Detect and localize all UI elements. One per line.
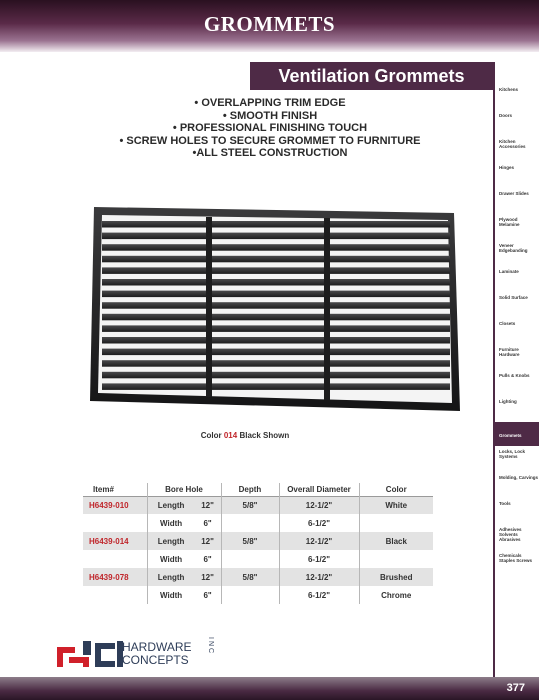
header-color: Color bbox=[359, 483, 433, 496]
sidebar-item-pulls-knobs[interactable]: Pulls & Knobs bbox=[499, 373, 530, 378]
dimension-label: Length bbox=[147, 532, 195, 550]
diameter-value: 6-1/2" bbox=[279, 550, 359, 568]
page-title: GROMMETS bbox=[203, 12, 336, 36]
caption-prefix: Color bbox=[200, 431, 224, 440]
depth-value: 5/8" bbox=[221, 532, 279, 550]
table-row bbox=[83, 568, 433, 586]
louver-slat bbox=[102, 291, 450, 298]
feature-item: •ALL STEEL CONSTRUCTION bbox=[192, 147, 348, 159]
depth-value bbox=[221, 514, 279, 532]
diameter-value: 12-1/2" bbox=[279, 568, 359, 586]
depth-value bbox=[221, 586, 279, 604]
caption-color-code: 014 bbox=[223, 431, 238, 440]
logo-line-concepts: CONCEPTS bbox=[122, 653, 189, 667]
sidebar-item-drawer-slides[interactable]: Drawer Slides bbox=[499, 191, 529, 196]
louver-slat bbox=[102, 314, 450, 321]
feature-item: • PROFESSIONAL FINISHING TOUCH bbox=[172, 122, 368, 134]
sidebar-item-kitchen-accessories[interactable]: Kitchen Accessories bbox=[499, 139, 526, 150]
color-value: Chrome bbox=[359, 586, 433, 604]
color-value bbox=[359, 514, 433, 532]
louver-slat bbox=[102, 267, 450, 274]
bottom-bar bbox=[0, 677, 539, 700]
table-row bbox=[83, 550, 433, 568]
header-overall-diameter: Overall Diameter bbox=[279, 483, 359, 496]
section-header: Ventilation Grommets bbox=[250, 62, 493, 90]
sidebar-item-solid-surface[interactable]: Solid Surface bbox=[499, 295, 528, 300]
depth-value: 5/8" bbox=[221, 496, 279, 514]
dimension-label: Width bbox=[147, 550, 195, 568]
table-row bbox=[83, 496, 433, 514]
ventilation-grommet-image bbox=[88, 205, 460, 417]
diameter-value: 12-1/2" bbox=[279, 532, 359, 550]
feature-item: • OVERLAPPING TRIM EDGE bbox=[194, 97, 346, 109]
sidebar-item-plywood-melamine[interactable]: Plywood Melamine bbox=[499, 217, 520, 228]
bore-value: 6" bbox=[203, 554, 212, 564]
spec-table bbox=[83, 483, 433, 604]
item-number bbox=[83, 550, 147, 568]
image-caption bbox=[150, 431, 340, 440]
item-number: H6439-078 bbox=[83, 568, 147, 586]
table-row bbox=[83, 532, 433, 550]
louver-slat bbox=[102, 383, 450, 390]
bore-value: 6" bbox=[203, 590, 212, 600]
sidebar-item-kitchens[interactable]: Kitchens bbox=[499, 87, 519, 92]
louver-slat bbox=[102, 302, 450, 309]
louver-slat bbox=[102, 325, 450, 332]
top-banner bbox=[0, 0, 539, 52]
header-bore-hole: Bore Hole bbox=[147, 483, 221, 496]
sidebar-item-lighting[interactable]: Lighting bbox=[499, 399, 517, 404]
dimension-label: Width bbox=[147, 586, 195, 604]
color-value bbox=[359, 550, 433, 568]
louver-slat bbox=[102, 337, 450, 344]
side-divider bbox=[493, 62, 495, 682]
sidebar-item-tools[interactable]: Tools bbox=[499, 501, 511, 506]
category-sidebar bbox=[497, 84, 539, 576]
diameter-value: 6-1/2" bbox=[279, 586, 359, 604]
color-value: White bbox=[359, 496, 433, 514]
item-number: H6439-010 bbox=[83, 496, 147, 514]
louver-slat bbox=[102, 279, 450, 286]
dimension-label: Length bbox=[147, 568, 195, 586]
depth-value: 5/8" bbox=[221, 568, 279, 586]
caption-suffix: Black Shown bbox=[237, 431, 290, 440]
item-number bbox=[83, 586, 147, 604]
louver-slat bbox=[102, 221, 450, 228]
sidebar-item-molding-carvings[interactable]: Molding, Carvings bbox=[499, 475, 539, 480]
bore-value: 6" bbox=[203, 518, 212, 528]
feature-list bbox=[80, 97, 460, 160]
sidebar-item-furniture-hardware[interactable]: Furniture Hardware bbox=[499, 347, 520, 358]
logo-inc: INC bbox=[207, 637, 214, 656]
header-depth: Depth bbox=[221, 483, 279, 496]
dimension-label: Width bbox=[147, 514, 195, 532]
sidebar-item-chemicals[interactable]: Chemicals Staples Screws bbox=[499, 553, 533, 564]
louver-slat bbox=[102, 256, 450, 262]
color-value: Black bbox=[359, 532, 433, 550]
table-header-row bbox=[83, 483, 433, 496]
bore-value: 12" bbox=[195, 532, 221, 550]
sidebar-item-laminate[interactable]: Laminate bbox=[499, 269, 519, 274]
logo-line-hardware: HARDWARE bbox=[122, 640, 192, 654]
sidebar-item-veneer-edgebanding[interactable]: Veneer Edgebanding bbox=[499, 243, 528, 254]
diameter-value: 6-1/2" bbox=[279, 514, 359, 532]
page-number: 377 bbox=[506, 682, 525, 694]
bore-value: 12" bbox=[195, 568, 221, 586]
logo-mark-icon bbox=[55, 633, 127, 673]
depth-value bbox=[221, 550, 279, 568]
louver-slat bbox=[102, 349, 450, 356]
table-row bbox=[83, 514, 433, 532]
dimension-label: Length bbox=[147, 496, 195, 514]
sidebar-item-closets[interactable]: Closets bbox=[499, 321, 516, 326]
company-logo bbox=[55, 633, 275, 673]
feature-item: • SMOOTH FINISH bbox=[222, 109, 318, 122]
sidebar-item-grommets[interactable]: Grommets bbox=[495, 422, 539, 446]
feature-item: • SCREW HOLES TO SECURE GROMMET TO FURNITURE bbox=[119, 134, 421, 147]
louver-slat bbox=[102, 233, 450, 240]
diameter-value: 12-1/2" bbox=[279, 496, 359, 514]
color-value: Brushed bbox=[359, 568, 433, 586]
sidebar-item-hinges[interactable]: Hinges bbox=[499, 165, 515, 170]
bore-value: 12" bbox=[195, 496, 221, 514]
logo-wordmark bbox=[122, 641, 192, 667]
sidebar-item-locks[interactable]: Locks, Lock Systems bbox=[499, 449, 526, 460]
louver-slat bbox=[102, 372, 450, 379]
header-item: Item# bbox=[93, 484, 114, 494]
table-row bbox=[83, 586, 433, 604]
item-number: H6439-014 bbox=[83, 532, 147, 550]
louver-slat bbox=[102, 360, 450, 367]
sidebar-item-adhesives[interactable]: Adhesives Solvents Abrasives bbox=[499, 527, 522, 543]
item-number bbox=[83, 514, 147, 532]
louver-slat bbox=[102, 244, 450, 251]
sidebar-item-doors[interactable]: Doors bbox=[499, 113, 513, 118]
